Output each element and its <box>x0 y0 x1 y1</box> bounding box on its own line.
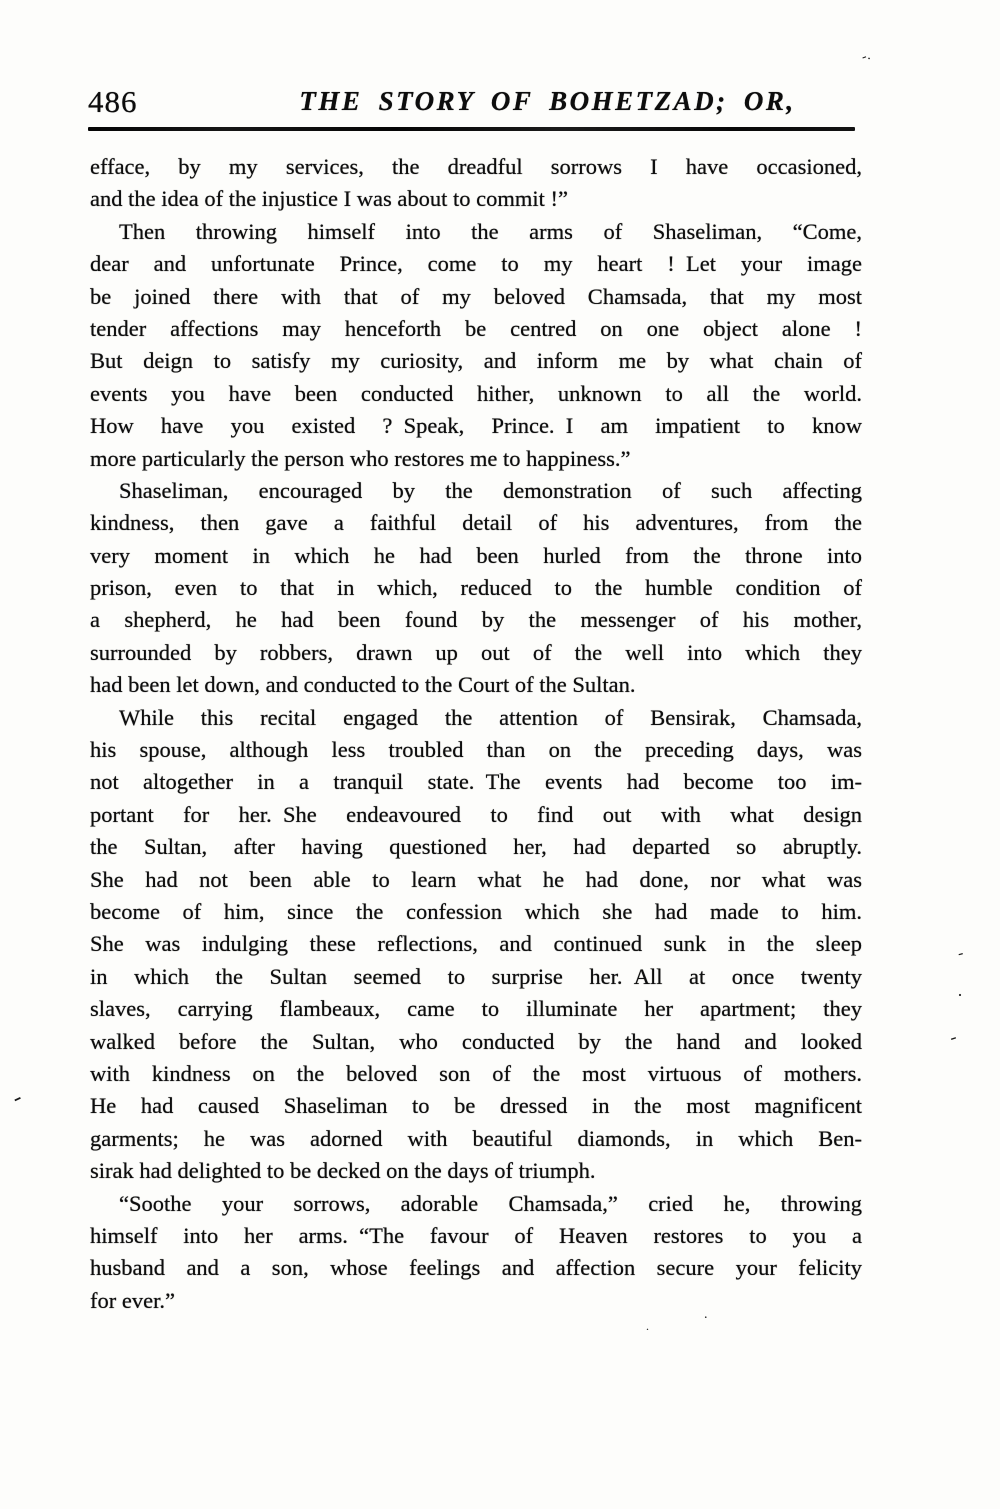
text-line: slaves, carrying flambeaux, came to illuminate her apartment; they <box>90 996 862 1022</box>
text-line: kindness, then gave a faithful detail of his adventures, from the <box>90 510 862 536</box>
text-line: and the idea of the injustice I was about to commit !” <box>90 186 568 212</box>
text-line: walked before the Sultan, who conducted by the hand and looked <box>90 1028 862 1054</box>
paragraph <box>90 216 862 475</box>
text-line: He had caused Shaseliman to be dressed in the most magnificent <box>90 1093 862 1119</box>
paragraph <box>90 475 862 702</box>
text-line: prison, even to that in which, reduced to the humble condition of <box>90 575 862 601</box>
paragraph <box>90 1188 862 1318</box>
text-line: for ever.” <box>90 1287 175 1313</box>
text-line: become of him, since the confession which she had made to him. <box>90 898 862 924</box>
text-line: events you have been conducted hither, unknown to all the world. <box>90 380 862 406</box>
text-line: tender affections may henceforth be centred on one object alone ! <box>90 315 862 341</box>
text-line: While this recital engaged the attention of Bensirak, Chamsada, <box>119 704 862 730</box>
scan-artifact: . <box>704 1307 708 1322</box>
page-body <box>90 151 862 1317</box>
text-line: had been let down, and conducted to the Court of the Sultan. <box>90 672 636 698</box>
text-line: a shepherd, he had been found by the messenger of his mother, <box>90 607 862 633</box>
scan-artifact: · <box>957 985 963 1005</box>
scan-artifact: . <box>646 1319 649 1333</box>
paragraph <box>90 702 862 1188</box>
text-line: How have you existed ? Speak, Prince. I am impatient to know <box>90 413 862 439</box>
text-line: But deign to satisfy my curiosity, and inform me by what chain of <box>90 348 862 374</box>
paragraph <box>90 151 862 216</box>
text-line: She had not been able to learn what he had done, nor what was <box>90 866 862 892</box>
text-line: husband and a son, whose feelings and affection secure your felicity <box>90 1255 862 1281</box>
text-line: efface, by my services, the dreadful sorrows I have occasioned, <box>90 154 862 179</box>
text-line: surrounded by robbers, drawn up out of the well into which they <box>90 639 862 665</box>
text-line: his spouse, although less troubled than on the preceding days, was <box>90 737 862 763</box>
text-line: in which the Sultan seemed to surprise her. All at once twenty <box>90 963 862 989</box>
scan-artifact: - <box>946 1026 960 1049</box>
text-line: be joined there with that of my beloved Chamsada, that my most <box>90 283 862 309</box>
running-header: THE STORY OF BOHETZAD; OR, <box>299 86 796 116</box>
text-line: the Sultan, after having questioned her, had departed so abruptly. <box>90 834 862 860</box>
text-line: dear and unfortunate Prince, come to my heart ! Let your image <box>90 251 862 277</box>
text-line: himself into her arms. “The favour of Heaven restores to you a <box>90 1222 862 1248</box>
text-line: more particularly the person who restores me to happiness.” <box>90 445 631 471</box>
header-rule <box>88 127 855 131</box>
scan-artifact: - <box>7 1084 27 1112</box>
scan-artifact: - <box>955 944 966 963</box>
page-number: 486 <box>88 84 138 119</box>
text-line: with kindness on the beloved son of the most virtuous of mothers. <box>90 1060 862 1086</box>
text-line: portant for her. She endeavoured to find out with what design <box>90 801 862 827</box>
text-line: Then throwing himself into the arms of Shaseliman, “Come, <box>119 218 862 244</box>
text-line: very moment in which he had been hurled from the throne into <box>90 542 862 568</box>
text-line: “Soothe your sorrows, adorable Chamsada,” cried he, throwing <box>119 1190 862 1216</box>
text-line: She was indulging these reflections, and continued sunk in the sleep <box>90 931 862 957</box>
scan-artifact: -. <box>859 48 873 65</box>
text-line: Shaseliman, encouraged by the demonstration of such affecting <box>119 477 862 503</box>
text-line: not altogether in a tranquil state. The events had become too im- <box>90 769 862 795</box>
text-line: sirak had delighted to be decked on the days of triumph. <box>90 1158 596 1184</box>
text-line: garments; he was adorned with beautiful diamonds, in which Ben- <box>90 1125 862 1151</box>
